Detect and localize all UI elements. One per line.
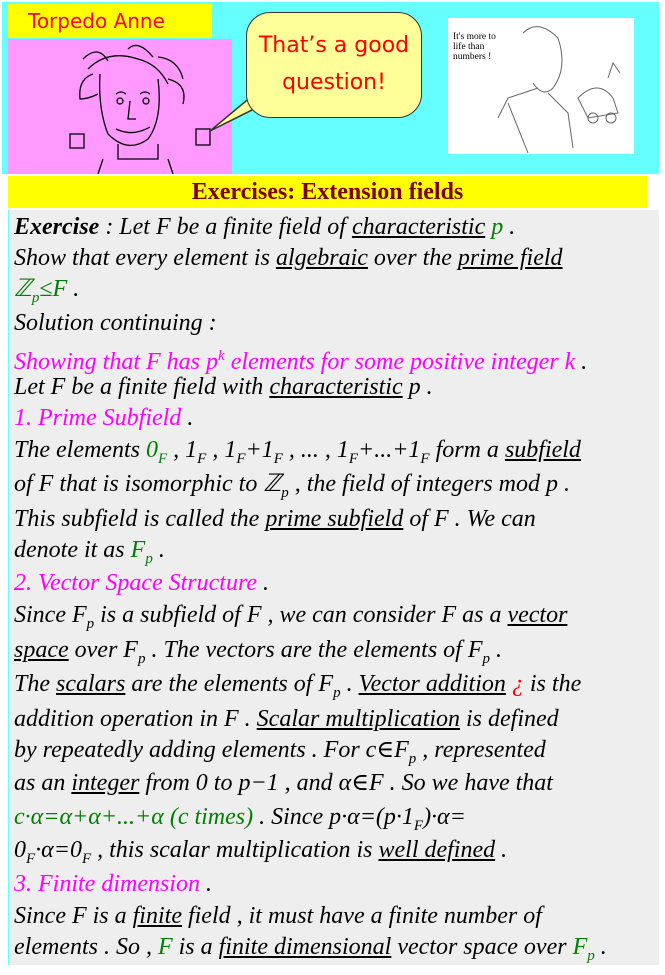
text-line: addition operation in F . Scalar multiplication is defined xyxy=(14,706,559,732)
section-heading-prime-subfield: 1. Prime Subfield . xyxy=(14,405,194,431)
face-sketch-icon xyxy=(8,39,232,174)
section-heading-finite-dimension: 3. Finite dimension . xyxy=(14,871,212,897)
sketch-caption xyxy=(453,32,533,62)
text-line: by repeatedly adding elements . For $c\in F_p$ , represented xyxy=(14,737,546,767)
text-line: of F that is isomorphic to ℤ$_p$ , the field of integers mod p . xyxy=(14,471,571,501)
avatar-drawing xyxy=(8,39,232,174)
text-line: Let F be a finite field with characteristic p . xyxy=(14,374,433,400)
section-heading-vector-space: 2. Vector Space Structure . xyxy=(14,570,270,596)
caption-line: numbers ! xyxy=(453,52,492,62)
text-line: The elements $0_F$ , $1_F$ , $1_F+1_F$ , ... , $1_F+...+1_F$ form a subfield xyxy=(14,437,581,467)
text-line: as an integer from 0 to p−1 , and α∈F . So we have that xyxy=(14,770,553,796)
author-name: Torpedo Anne xyxy=(8,4,212,38)
text-line: Show that every element is algebraic over the prime field xyxy=(14,245,563,271)
speech-line-2: question! xyxy=(282,70,386,95)
text-line: Exercise : Let F be a finite field of characteristic p . xyxy=(14,214,516,240)
text-line: c·α=α+α+...+α (c times) . Since $p\cdot\alpha=(p\cdot 1_F)\cdot\alpha=$ xyxy=(14,804,466,834)
text-line: This subfield is called the prime subfield of F . We can xyxy=(14,506,536,532)
speech-bubble xyxy=(246,12,422,118)
text-line: ℤ$_p$≤F . xyxy=(14,276,80,306)
text-line: Showing that F has $p^k$ elements for some positive integer k . xyxy=(14,348,588,375)
text-line: denote it as $F_p$ . xyxy=(14,537,165,567)
text-line: space over $F_p$ . The vectors are the elements of $F_p$ . xyxy=(14,637,502,667)
caption-line: It's more to xyxy=(453,32,496,42)
speech-line-1: That’s a good xyxy=(258,33,410,58)
sketch-image xyxy=(448,18,634,154)
caption-line: life than xyxy=(453,42,485,52)
text-line: Since F is a finite field , it must have a finite number of xyxy=(14,903,542,929)
text-line: Since $F_p$ is a subfield of F , we can consider F as a vector xyxy=(14,602,568,632)
text-line: $0_F\cdot\alpha=0_F$ , this scalar multiplication is well defined . xyxy=(14,837,508,867)
text-line: elements . So , F is a finite dimensional vector space over $F_p$ . xyxy=(14,934,607,964)
content-area xyxy=(8,210,659,965)
page-title: Exercises: Extension fields xyxy=(8,176,647,208)
text-line: Solution continuing : xyxy=(14,310,217,336)
text-line: The scalars are the elements of $F_p$ . Vector addition ¿ is the xyxy=(14,671,582,701)
